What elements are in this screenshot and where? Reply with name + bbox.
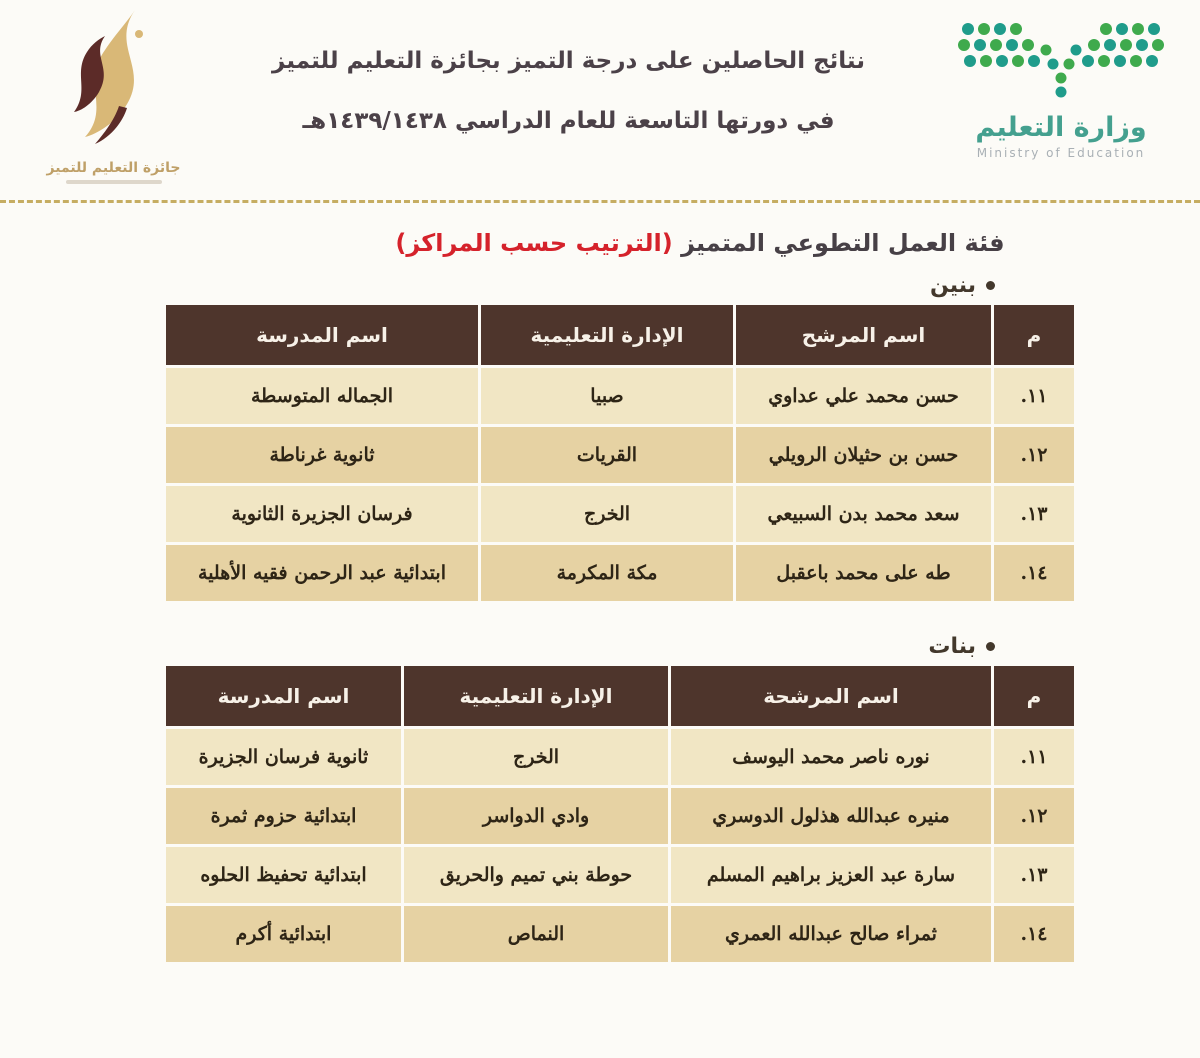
dotted-divider [0,200,1200,203]
cell-school: ثانوية فرسان الجزيرة [166,729,401,785]
cell-num: ١٣. [994,486,1074,542]
cell-admin: حوطة بني تميم والحريق [404,847,668,903]
ministry-dots-icon [956,89,1166,108]
cell-school: فرسان الجزيرة الثانوية [166,486,478,542]
cell-candidate: حسن بن حثيلان الرويلي [736,427,991,483]
column-header-admin: الإدارة التعليمية [404,666,668,726]
girls-table [163,663,1077,965]
cell-num: ١٢. [994,427,1074,483]
column-header-candidate: اسم المرشحة [671,666,991,726]
cell-candidate: طه على محمد باعقبل [736,545,991,601]
page-title [201,6,936,152]
girls-label-text: بنات [928,634,976,659]
cell-num: ١٢. [994,788,1074,844]
cell-num: ١٤. [994,545,1074,601]
column-header-school: اسم المدرسة [166,305,478,365]
table-row [166,788,1074,844]
page-header [0,0,1200,200]
cell-admin: الخرج [404,729,668,785]
page-title-line1: نتائج الحاصلين على درجة التميز بجائزة التعليم للتميز [272,48,865,74]
bullet-icon [986,642,995,651]
table-row [166,486,1074,542]
cell-admin: مكة المكرمة [481,545,733,601]
award-logo [26,6,201,184]
column-header-candidate: اسم المرشح [736,305,991,365]
cell-candidate: سعد محمد بدن السبيعي [736,486,991,542]
cell-candidate: حسن محمد علي عداوي [736,368,991,424]
table-row [166,906,1074,962]
ministry-name-arabic: وزارة التعليم [975,112,1147,143]
cell-candidate: ثمراء صالح عبدالله العمري [671,906,991,962]
award-logo-caption: جائزة التعليم للتميز [46,160,181,176]
cell-num: ١٤. [994,906,1074,962]
ministry-name-english: Ministry of Education [976,146,1146,160]
cell-admin: القريات [481,427,733,483]
table-row [166,368,1074,424]
cell-school: ثانوية غرناطة [166,427,478,483]
cell-candidate: نوره ناصر محمد اليوسف [671,729,991,785]
section-heading-dark: فئة العمل التطوعي المتميز [672,229,1005,257]
bullet-icon [986,281,995,290]
cell-school: ابتدائية عبد الرحمن فقيه الأهلية [166,545,478,601]
section-heading [200,229,1200,257]
girls-header-row [166,666,1074,726]
column-header-school: اسم المدرسة [166,666,401,726]
cell-admin: صبيا [481,368,733,424]
cell-candidate: سارة عبد العزيز براهيم المسلم [671,847,991,903]
table-row [166,847,1074,903]
cell-num: ١١. [994,729,1074,785]
column-header-num: م [994,305,1074,365]
cell-school: ابتدائية تحفيظ الحلوه [166,847,401,903]
boys-section-label [0,273,995,298]
table-row [166,427,1074,483]
cell-school: ابتدائية أكرم [166,906,401,962]
cell-school: ابتدائية حزوم ثمرة [166,788,401,844]
award-flame-icon [39,141,189,160]
cell-num: ١١. [994,368,1074,424]
boys-table-wrap [163,302,1048,604]
boys-table [163,302,1077,604]
cell-school: الجماله المتوسطة [166,368,478,424]
boys-header-row [166,305,1074,365]
cell-admin: النماص [404,906,668,962]
section-heading-red: (الترتيب حسب المراكز) [395,229,673,257]
cell-admin: وادي الدواسر [404,788,668,844]
column-header-admin: الإدارة التعليمية [481,305,733,365]
cell-admin: الخرج [481,486,733,542]
ministry-logo [936,6,1186,160]
boys-label-text: بنين [929,273,976,298]
girls-table-wrap [163,663,1048,965]
cell-candidate: منيره عبدالله هذلول الدوسري [671,788,991,844]
girls-section-label [0,634,995,659]
award-logo-subtext [66,180,162,184]
page-title-line2: في دورتها التاسعة للعام الدراسي ١٤٣٩/١٤٣٨هـ [302,107,835,134]
table-row [166,545,1074,601]
cell-num: ١٣. [994,847,1074,903]
column-header-num: م [994,666,1074,726]
table-row [166,729,1074,785]
